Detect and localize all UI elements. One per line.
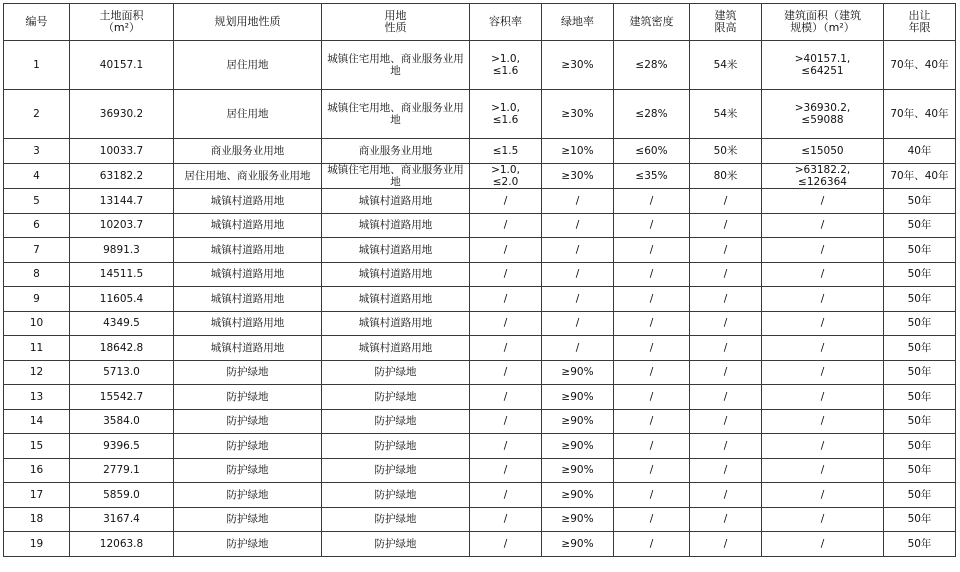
cell-id: 8 <box>4 262 70 287</box>
cell-floor-area: ≤15050 <box>762 139 884 164</box>
cell-lease-term: 50年 <box>884 409 956 434</box>
header-far: 容积率 <box>470 4 542 41</box>
table-row <box>4 189 956 214</box>
cell-land-use: 防护绿地 <box>322 385 470 410</box>
cell-green-ratio: / <box>542 189 614 214</box>
cell-far: / <box>470 311 542 336</box>
cell-lease-term: 50年 <box>884 458 956 483</box>
header-density: 建筑密度 <box>614 4 690 41</box>
cell-floor-area: / <box>762 434 884 459</box>
cell-height-limit: 54米 <box>690 41 762 90</box>
cell-id: 19 <box>4 532 70 557</box>
cell-density: / <box>614 409 690 434</box>
table-row <box>4 311 956 336</box>
cell-floor-area: >63182.2, ≤126364 <box>762 164 884 189</box>
cell-land-area: 2779.1 <box>70 458 174 483</box>
cell-floor-area: / <box>762 409 884 434</box>
cell-lease-term: 50年 <box>884 360 956 385</box>
cell-density: / <box>614 262 690 287</box>
cell-lease-term: 50年 <box>884 238 956 263</box>
cell-height-limit: / <box>690 189 762 214</box>
cell-id: 11 <box>4 336 70 361</box>
cell-planned-use: 防护绿地 <box>174 434 322 459</box>
header-planned-use: 规划用地性质 <box>174 4 322 41</box>
cell-density: ≤35% <box>614 164 690 189</box>
cell-floor-area: / <box>762 213 884 238</box>
cell-far: >1.0, ≤1.6 <box>470 90 542 139</box>
cell-land-area: 14511.5 <box>70 262 174 287</box>
cell-density: / <box>614 213 690 238</box>
cell-lease-term: 50年 <box>884 213 956 238</box>
cell-land-use: 防护绿地 <box>322 409 470 434</box>
cell-lease-term: 50年 <box>884 434 956 459</box>
cell-green-ratio: ≥90% <box>542 507 614 532</box>
cell-far: >1.0, ≤2.0 <box>470 164 542 189</box>
cell-planned-use: 防护绿地 <box>174 507 322 532</box>
cell-land-area: 5859.0 <box>70 483 174 508</box>
cell-far: / <box>470 238 542 263</box>
cell-land-area: 3584.0 <box>70 409 174 434</box>
cell-land-use: 防护绿地 <box>322 483 470 508</box>
table-row <box>4 360 956 385</box>
cell-id: 16 <box>4 458 70 483</box>
cell-land-area: 63182.2 <box>70 164 174 189</box>
cell-far: >1.0, ≤1.6 <box>470 41 542 90</box>
cell-id: 3 <box>4 139 70 164</box>
cell-density: / <box>614 311 690 336</box>
cell-land-area: 10033.7 <box>70 139 174 164</box>
cell-id: 4 <box>4 164 70 189</box>
cell-floor-area: / <box>762 311 884 336</box>
cell-green-ratio: ≥90% <box>542 434 614 459</box>
cell-planned-use: 防护绿地 <box>174 483 322 508</box>
cell-green-ratio: / <box>542 336 614 361</box>
cell-land-area: 3167.4 <box>70 507 174 532</box>
cell-planned-use: 居住用地、商业服务业用地 <box>174 164 322 189</box>
cell-height-limit: / <box>690 532 762 557</box>
cell-planned-use: 城镇村道路用地 <box>174 336 322 361</box>
cell-planned-use: 防护绿地 <box>174 532 322 557</box>
cell-id: 12 <box>4 360 70 385</box>
cell-land-area: 4349.5 <box>70 311 174 336</box>
header-green-ratio: 绿地率 <box>542 4 614 41</box>
header-row <box>4 4 956 41</box>
cell-lease-term: 70年、40年 <box>884 90 956 139</box>
header-id: 编号 <box>4 4 70 41</box>
cell-floor-area: / <box>762 507 884 532</box>
cell-density: / <box>614 507 690 532</box>
cell-floor-area: / <box>762 483 884 508</box>
cell-lease-term: 50年 <box>884 532 956 557</box>
cell-green-ratio: ≥90% <box>542 409 614 434</box>
cell-id: 1 <box>4 41 70 90</box>
cell-land-area: 36930.2 <box>70 90 174 139</box>
cell-density: / <box>614 189 690 214</box>
cell-density: ≤60% <box>614 139 690 164</box>
cell-planned-use: 城镇村道路用地 <box>174 287 322 312</box>
cell-id: 15 <box>4 434 70 459</box>
cell-far: / <box>470 483 542 508</box>
cell-floor-area: / <box>762 262 884 287</box>
cell-land-use: 城镇村道路用地 <box>322 287 470 312</box>
land-parcel-table <box>3 3 956 557</box>
cell-land-use: 城镇住宅用地、商业服务业用地 <box>322 90 470 139</box>
cell-far: / <box>470 287 542 312</box>
cell-land-use: 防护绿地 <box>322 434 470 459</box>
header-land-use: 用地 性质 <box>322 4 470 41</box>
table-row <box>4 139 956 164</box>
cell-green-ratio: ≥10% <box>542 139 614 164</box>
cell-green-ratio: ≥90% <box>542 483 614 508</box>
cell-far: / <box>470 532 542 557</box>
cell-floor-area: / <box>762 385 884 410</box>
cell-planned-use: 城镇村道路用地 <box>174 311 322 336</box>
cell-lease-term: 50年 <box>884 189 956 214</box>
cell-id: 10 <box>4 311 70 336</box>
cell-height-limit: / <box>690 238 762 263</box>
cell-green-ratio: ≥30% <box>542 164 614 189</box>
cell-density: / <box>614 434 690 459</box>
cell-land-area: 13144.7 <box>70 189 174 214</box>
cell-height-limit: / <box>690 458 762 483</box>
cell-density: / <box>614 287 690 312</box>
cell-land-area: 15542.7 <box>70 385 174 410</box>
cell-lease-term: 50年 <box>884 262 956 287</box>
cell-green-ratio: / <box>542 311 614 336</box>
cell-land-area: 11605.4 <box>70 287 174 312</box>
cell-height-limit: 54米 <box>690 90 762 139</box>
cell-density: / <box>614 336 690 361</box>
cell-floor-area: >36930.2, ≤59088 <box>762 90 884 139</box>
cell-height-limit: / <box>690 385 762 410</box>
cell-land-area: 40157.1 <box>70 41 174 90</box>
table-row <box>4 262 956 287</box>
cell-density: / <box>614 483 690 508</box>
cell-lease-term: 50年 <box>884 311 956 336</box>
cell-land-area: 9396.5 <box>70 434 174 459</box>
cell-green-ratio: ≥90% <box>542 458 614 483</box>
cell-density: / <box>614 238 690 263</box>
cell-land-use: 防护绿地 <box>322 458 470 483</box>
cell-height-limit: 80米 <box>690 164 762 189</box>
cell-lease-term: 50年 <box>884 483 956 508</box>
cell-far: / <box>470 507 542 532</box>
table-row <box>4 532 956 557</box>
cell-green-ratio: ≥30% <box>542 90 614 139</box>
cell-land-use: 城镇村道路用地 <box>322 262 470 287</box>
cell-planned-use: 城镇村道路用地 <box>174 189 322 214</box>
cell-land-area: 18642.8 <box>70 336 174 361</box>
cell-lease-term: 50年 <box>884 336 956 361</box>
cell-id: 17 <box>4 483 70 508</box>
header-land-area: 土地面积 （m²） <box>70 4 174 41</box>
cell-green-ratio: / <box>542 287 614 312</box>
cell-far: ≤1.5 <box>470 139 542 164</box>
cell-floor-area: / <box>762 532 884 557</box>
table-row <box>4 507 956 532</box>
table-row <box>4 41 956 90</box>
cell-floor-area: / <box>762 458 884 483</box>
cell-lease-term: 50年 <box>884 385 956 410</box>
cell-land-use: 城镇村道路用地 <box>322 238 470 263</box>
cell-lease-term: 70年、40年 <box>884 164 956 189</box>
cell-planned-use: 商业服务业用地 <box>174 139 322 164</box>
cell-far: / <box>470 336 542 361</box>
cell-planned-use: 防护绿地 <box>174 458 322 483</box>
cell-lease-term: 40年 <box>884 139 956 164</box>
cell-density: ≤28% <box>614 41 690 90</box>
cell-floor-area: >40157.1, ≤64251 <box>762 41 884 90</box>
cell-lease-term: 70年、40年 <box>884 41 956 90</box>
cell-planned-use: 居住用地 <box>174 41 322 90</box>
cell-id: 9 <box>4 287 70 312</box>
cell-density: / <box>614 458 690 483</box>
cell-green-ratio: ≥30% <box>542 41 614 90</box>
cell-id: 2 <box>4 90 70 139</box>
table-row <box>4 287 956 312</box>
cell-height-limit: / <box>690 507 762 532</box>
cell-id: 14 <box>4 409 70 434</box>
cell-land-use: 城镇住宅用地、商业服务业用地 <box>322 164 470 189</box>
cell-land-use: 城镇村道路用地 <box>322 189 470 214</box>
cell-green-ratio: / <box>542 213 614 238</box>
cell-land-area: 12063.8 <box>70 532 174 557</box>
cell-planned-use: 居住用地 <box>174 90 322 139</box>
cell-id: 18 <box>4 507 70 532</box>
cell-land-use: 城镇村道路用地 <box>322 336 470 361</box>
header-height-limit: 建筑 限高 <box>690 4 762 41</box>
cell-height-limit: / <box>690 360 762 385</box>
cell-density: ≤28% <box>614 90 690 139</box>
cell-floor-area: / <box>762 360 884 385</box>
cell-floor-area: / <box>762 287 884 312</box>
table-row <box>4 238 956 263</box>
cell-far: / <box>470 360 542 385</box>
cell-land-use: 防护绿地 <box>322 532 470 557</box>
table-row <box>4 213 956 238</box>
cell-height-limit: / <box>690 262 762 287</box>
cell-land-use: 城镇村道路用地 <box>322 311 470 336</box>
table-row <box>4 336 956 361</box>
cell-planned-use: 城镇村道路用地 <box>174 262 322 287</box>
cell-far: / <box>470 385 542 410</box>
cell-far: / <box>470 409 542 434</box>
table-row <box>4 409 956 434</box>
table-row <box>4 483 956 508</box>
cell-height-limit: / <box>690 336 762 361</box>
cell-land-use: 防护绿地 <box>322 360 470 385</box>
cell-lease-term: 50年 <box>884 507 956 532</box>
cell-planned-use: 防护绿地 <box>174 409 322 434</box>
cell-height-limit: / <box>690 311 762 336</box>
cell-id: 7 <box>4 238 70 263</box>
header-lease-term: 出让 年限 <box>884 4 956 41</box>
cell-floor-area: / <box>762 336 884 361</box>
cell-green-ratio: ≥90% <box>542 385 614 410</box>
cell-land-use: 防护绿地 <box>322 507 470 532</box>
cell-density: / <box>614 360 690 385</box>
header-floor-area: 建筑面积（建筑 规模）（m²） <box>762 4 884 41</box>
cell-land-area: 9891.3 <box>70 238 174 263</box>
cell-height-limit: / <box>690 434 762 459</box>
cell-land-use: 商业服务业用地 <box>322 139 470 164</box>
table-row <box>4 90 956 139</box>
cell-green-ratio: / <box>542 238 614 263</box>
table-row <box>4 164 956 189</box>
table-row <box>4 458 956 483</box>
cell-floor-area: / <box>762 238 884 263</box>
cell-green-ratio: ≥90% <box>542 360 614 385</box>
cell-floor-area: / <box>762 189 884 214</box>
cell-land-use: 城镇住宅用地、商业服务业用地 <box>322 41 470 90</box>
cell-far: / <box>470 189 542 214</box>
cell-far: / <box>470 434 542 459</box>
cell-density: / <box>614 385 690 410</box>
cell-far: / <box>470 213 542 238</box>
table-row <box>4 434 956 459</box>
cell-id: 13 <box>4 385 70 410</box>
cell-height-limit: 50米 <box>690 139 762 164</box>
cell-planned-use: 城镇村道路用地 <box>174 238 322 263</box>
cell-height-limit: / <box>690 213 762 238</box>
cell-height-limit: / <box>690 409 762 434</box>
cell-height-limit: / <box>690 287 762 312</box>
cell-far: / <box>470 458 542 483</box>
cell-land-use: 城镇村道路用地 <box>322 213 470 238</box>
cell-id: 6 <box>4 213 70 238</box>
cell-land-area: 5713.0 <box>70 360 174 385</box>
cell-density: / <box>614 532 690 557</box>
cell-land-area: 10203.7 <box>70 213 174 238</box>
table-row <box>4 385 956 410</box>
cell-planned-use: 防护绿地 <box>174 360 322 385</box>
cell-green-ratio: ≥90% <box>542 532 614 557</box>
cell-lease-term: 50年 <box>884 287 956 312</box>
cell-planned-use: 防护绿地 <box>174 385 322 410</box>
cell-green-ratio: / <box>542 262 614 287</box>
cell-far: / <box>470 262 542 287</box>
cell-id: 5 <box>4 189 70 214</box>
cell-planned-use: 城镇村道路用地 <box>174 213 322 238</box>
cell-height-limit: / <box>690 483 762 508</box>
